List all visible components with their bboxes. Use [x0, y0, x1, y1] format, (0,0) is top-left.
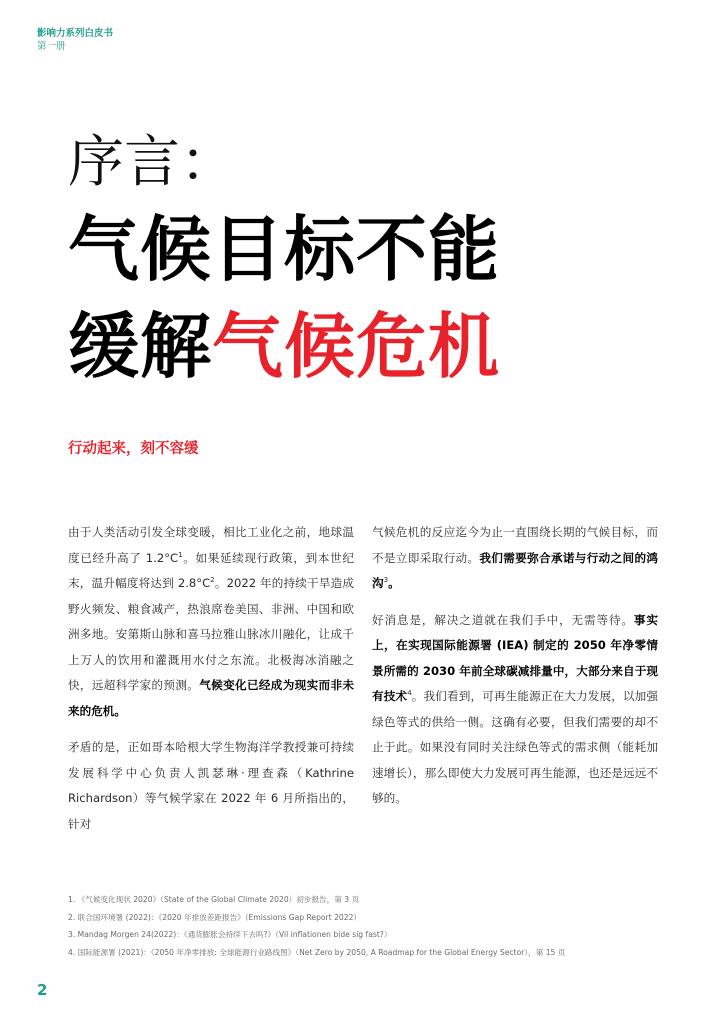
- title-line-2-black: 缓解: [68, 305, 213, 388]
- footnote-1: 1. 《气候变化现状 2020》（State of the Global Climate 2020）初步报告，第 3 页: [68, 895, 360, 904]
- document-header: [37, 27, 113, 53]
- left-paragraph-1: [68, 520, 354, 724]
- page-number: 2: [37, 981, 48, 999]
- right-p2-text-b: 。我们看到，可再生能源正在大力发展，以加强绿色等式的供给一侧。这确有必要，但我们需要的却不止于此。如果没有同时关注绿色等式的需求侧（能耗加速增长），那么即使大力发展可再生能源，也还是远远不够的。: [372, 689, 658, 805]
- right-p1-end: 。: [388, 576, 400, 590]
- subtitle: 行动起来，刻不容缓: [68, 441, 199, 457]
- right-p1-emphasis: 我们需要弥合承诺与行动之间的鸿沟: [372, 550, 658, 590]
- left-p1-text-a: 由于人类活动引发全球变暖，相比工业化之前，地球温度已经升高了 1.2°C: [68, 525, 354, 565]
- title-line-2-red: 气候危机: [212, 305, 501, 388]
- right-p2-text-a: 好消息是，解决之道就在我们手中，无需等待。: [372, 612, 634, 627]
- body-column-right: [372, 520, 658, 823]
- footnotes: [68, 891, 668, 961]
- right-p1-text-a: 气候危机的反应迄今为止一直围绕长期的气候目标，而不是立即采取行动。: [372, 525, 658, 565]
- title-prefix: 序言：: [68, 130, 236, 195]
- footnote-ref-1: 1: [178, 550, 183, 559]
- footnote-ref-2: 2: [210, 576, 215, 585]
- volume-label: 第一册: [37, 41, 66, 52]
- body-column-left: [68, 520, 354, 848]
- left-paragraph-2: 矛盾的是，正如哥本哈根大学生物海洋学教授兼可持续发展科学中心负责人凯瑟琳·理查森（Kathrine Richardson）等气候学家在 2022 年 6 月所指出的，针对: [68, 740, 354, 831]
- title-line-1: 气候目标不能: [68, 208, 501, 291]
- left-p1-emphasis: 气候变化已经成为现实而非未来的危机。: [68, 678, 354, 718]
- right-p2-emphasis: 事实上，在实现国际能源署 (IEA) 制定的 2050 年净零情景所需的 2030 年前全球碳减排量中，大部分来自于现有技术: [372, 612, 658, 703]
- footnote-ref-3: 3: [383, 576, 389, 585]
- right-paragraph-1: [372, 520, 658, 597]
- right-paragraph-2: [372, 608, 658, 812]
- footnote-ref-4: 4: [407, 689, 412, 698]
- left-p1-text-b: 。如果延续现行政策，到本世纪末，温升幅度将达到 2.8°C: [68, 550, 354, 590]
- series-title: 影响力系列白皮书: [37, 28, 114, 39]
- left-p1-text-c: 。2022 年的持续干旱造成野火频发、粮食减产，热浪席卷美国、非洲、中国和欧洲多地。安第斯山脉和喜马拉雅山脉冰川融化，让成千上万人的饮用和灌溉用水付之东流。北极海冰消融之快，远超科学家的预测。: [68, 576, 354, 692]
- footnote-2: 2. 联合国环境署 (2022)：《2020 年排放差距报告》（Emissions Gap Report 2022）: [68, 912, 361, 922]
- footnote-3: 3. Mandag Morgen 24(2022)：《通货膨胀会持续下去吗?》（Vil inflationen bide sig fast?）: [68, 930, 392, 939]
- footnote-4: 4. 国际能源署 (2021)：《2050 年净零排放: 全球能源行业路线图》（Net Zero by 2050, A Roadmap for the Global Energy Sector），第 15 页: [68, 947, 566, 957]
- title-line-2: [68, 302, 500, 392]
